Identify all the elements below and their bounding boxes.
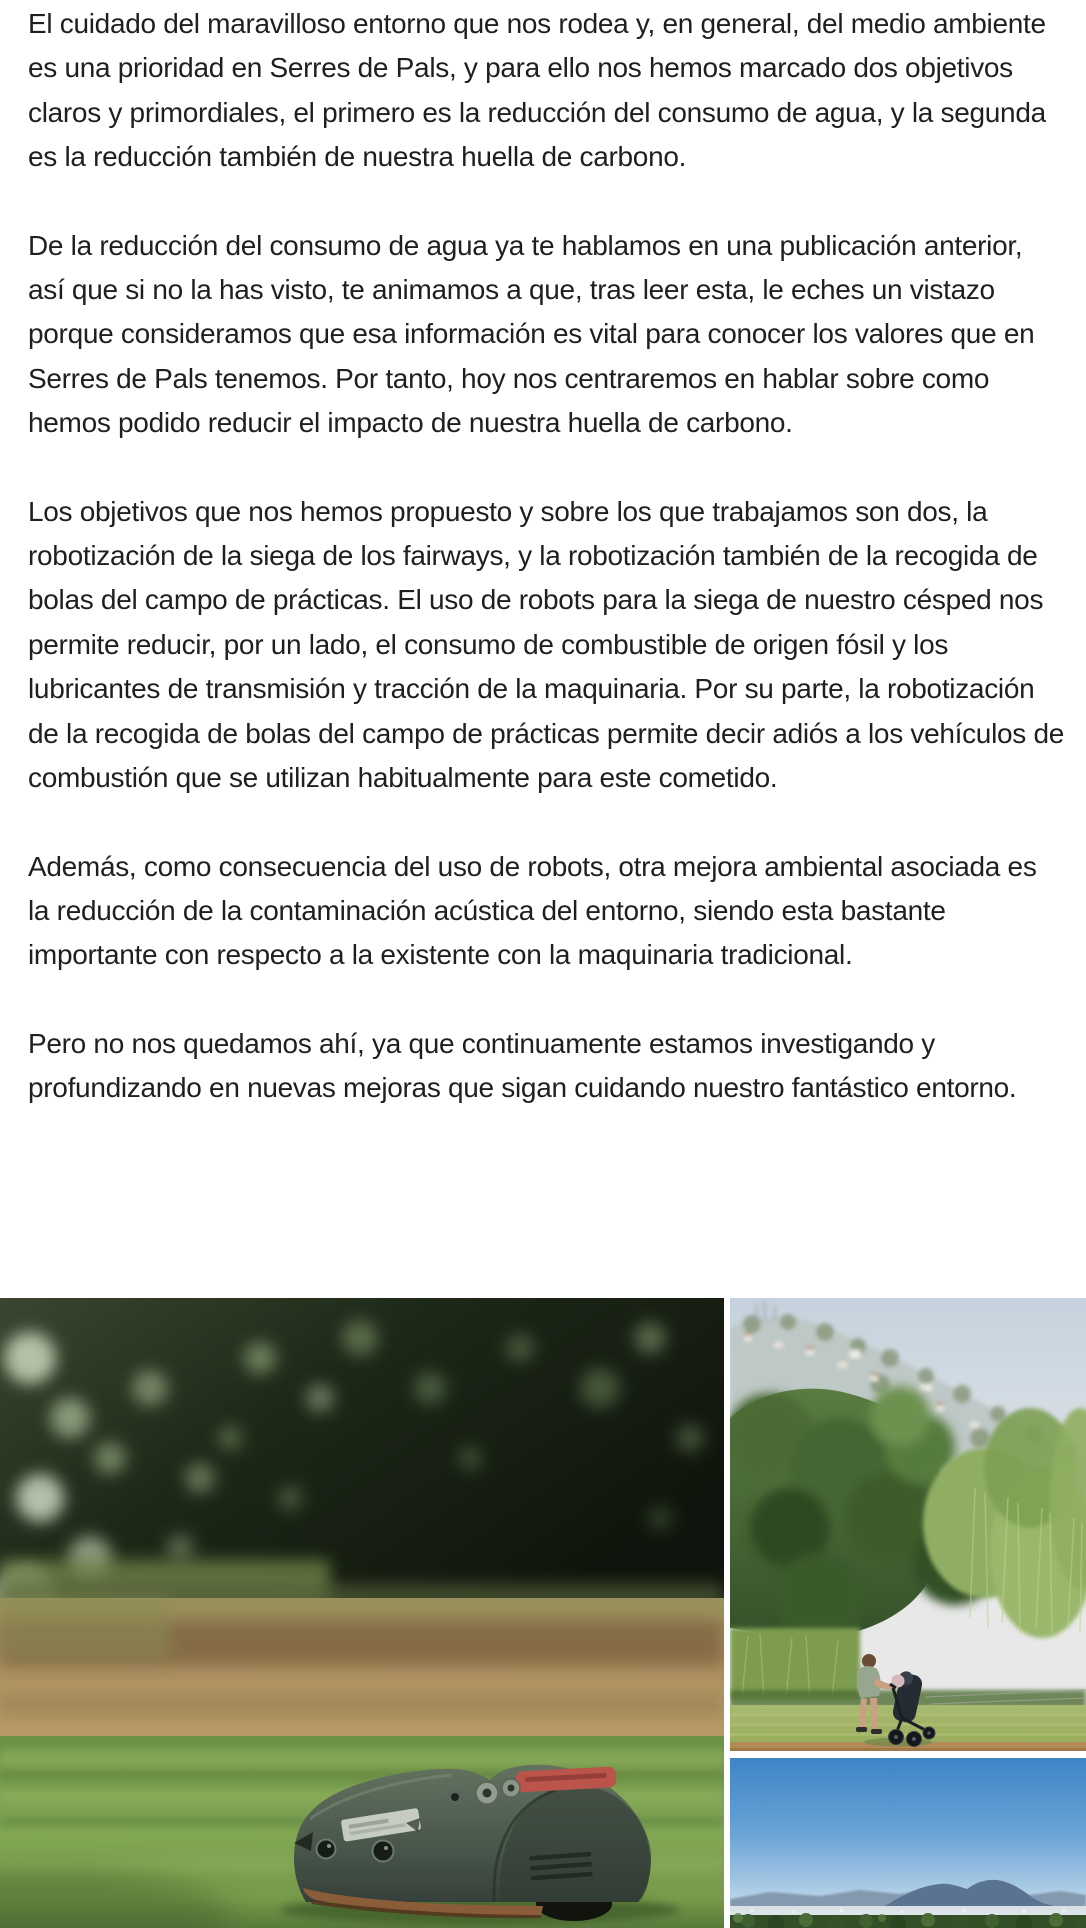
paragraph-environment-priority: El cuidado del maravilloso entorno que nos rodea y, en general, del medio ambiente es una prioridad en Serres de Pals, y para ello nos hemos marcado dos objetivos claros y primordiales, el primero es la reducción del consumo de agua, y la segunda es la reducción también de nuestra huella de carbono.	[28, 8, 1046, 173]
paragraph-robotization-objectives: Los objetivos que nos hemos propuesto y sobre los que trabajamos son dos, la robotización de la siega de los fairways, y la robotización también de la recogida de bolas del campo de prácticas. El uso de robots para la siega de nuestro césped nos permite reducir, por un lado, el consumo de combustible de origen fósil y los lubricantes de transmisión y tracción de la maquinaria. Por su parte, la robotización de la recogida de bolas del campo de prácticas permite decir adiós a los vehículos de combustión que se utilizan habitualmente para este cometido.	[28, 495, 1064, 794]
foreground-trees	[730, 1386, 1086, 1708]
golfer-head	[862, 1654, 876, 1668]
photo-right-column	[730, 1298, 1086, 1928]
dry-grass-band	[0, 1598, 724, 1743]
photo-gallery	[0, 1298, 1086, 1928]
landscape-photo	[730, 1758, 1086, 1928]
haze-strip	[730, 1906, 1086, 1916]
paragraph-noise-reduction: Además, como consecuencia del uso de robots, otra mejora ambiental asociada es la reducción de la contaminación acústica del entorno, siendo esta bastante importante con respecto a la existente con la maquinaria tradicional.	[28, 850, 1037, 971]
robot-mower-photo	[0, 1298, 724, 1928]
golfer-photo	[730, 1298, 1086, 1751]
mower-side-vents	[529, 1852, 593, 1881]
paragraph-continuous-improvement: Pero no nos quedamos ahí, ya que continuamente estamos investigando y profundizando en nuevas mejoras que sigan cuidando nuestro fantástico entorno.	[28, 1027, 1017, 1104]
paragraph-water-reduction: De la reducción del consumo de agua ya te hablamos en una publicación anterior, así que si no la has visto, te animamos a que, tras leer esta, le eches un vistazo porque consideramos que esa información es vital para conocer los valores que en Serres de Pals tenemos. Por tanto, hoy nos centraremos en hablar sobre como hemos podido reducir el impacto de nuestra huella de carbono.	[28, 229, 1035, 439]
